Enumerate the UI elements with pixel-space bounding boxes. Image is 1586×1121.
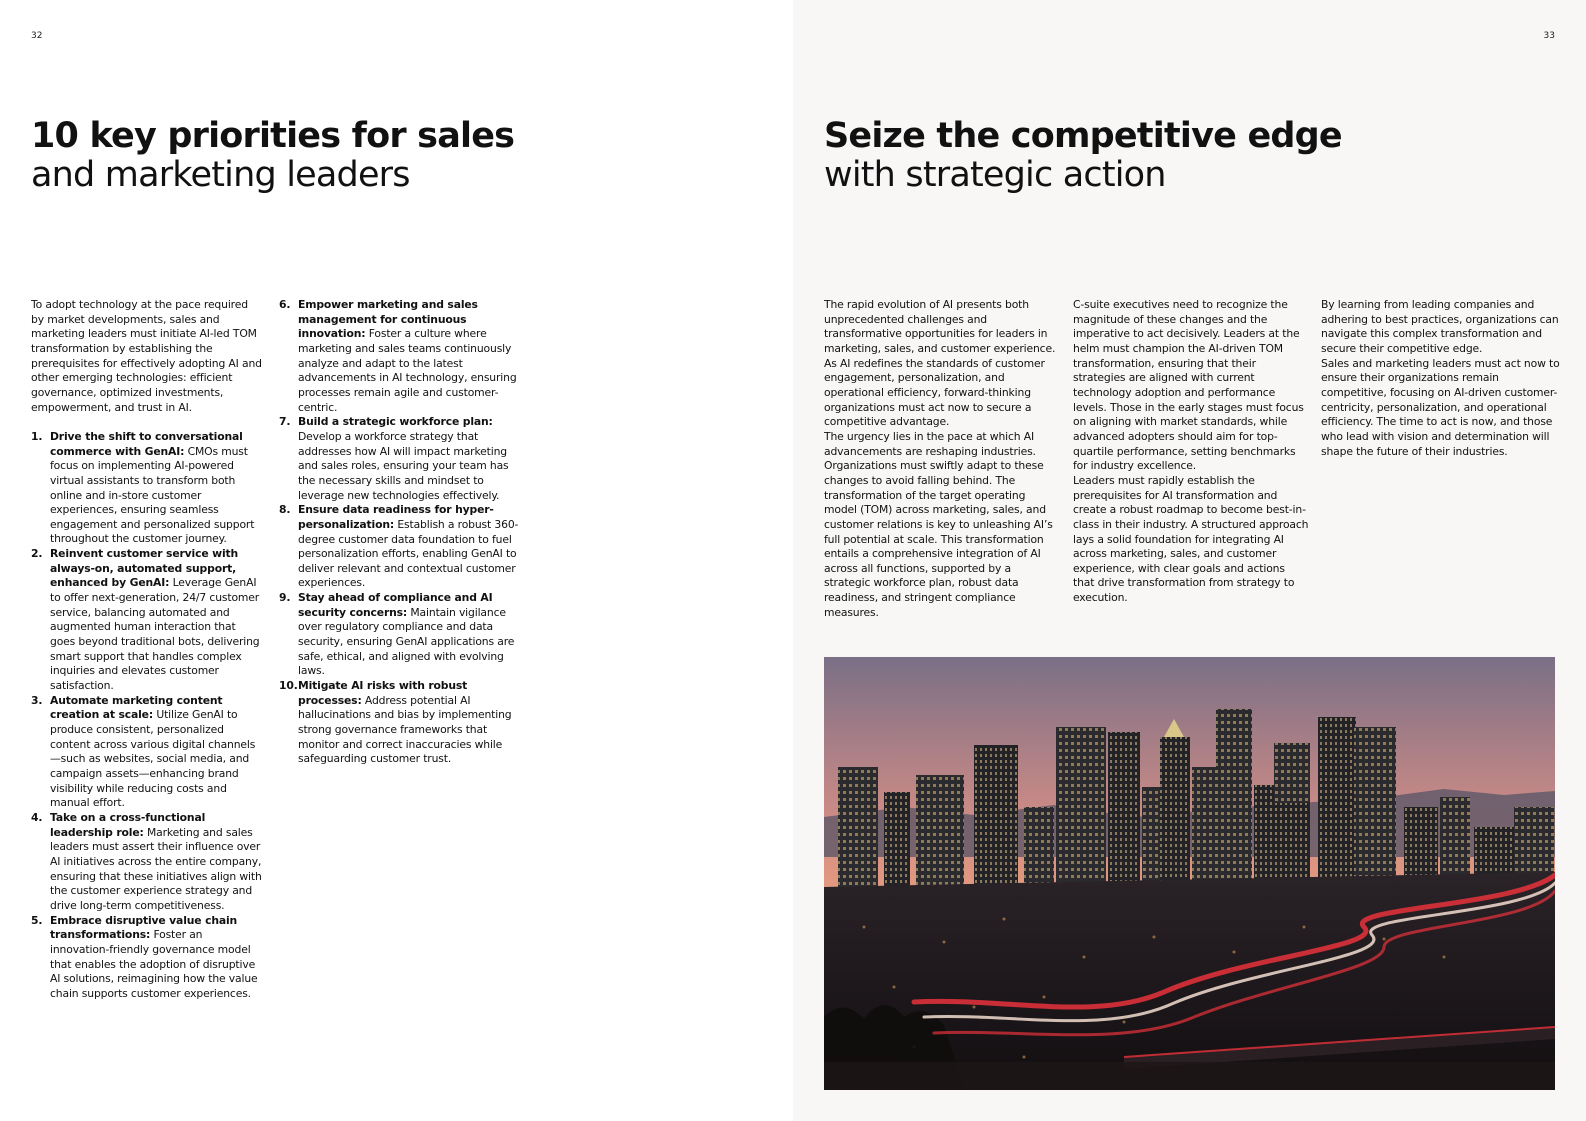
page-number: 33 [1543, 31, 1555, 41]
item-number: 4. [31, 810, 43, 824]
item-number: 10. [279, 679, 298, 693]
body-paragraph: The urgency lies in the pace at which AI advancements are reshaping industries. Organizations must swiftly adapt to these changes to avoid falling behind. The transformation of the target operating model (TOM) across marketing, sales, and customer relations is key to unleashing AI’s full potential at scale. This transformation entails a comprehensive integration of AI across all functions, supported by a strategic workforce plan, robust data readiness, and stringent compliance measures. [824, 429, 1053, 619]
title-bold: Seize the competitive edge [824, 116, 1342, 156]
item-number: 7. [279, 415, 291, 429]
body-column-1 [824, 298, 1060, 620]
body-paragraph: By learning from leading companies and adhering to best practices, organizations can navigate this complex transformation and secure their competitive edge. [1321, 298, 1559, 355]
title-bold: 10 key priorities for sales [31, 116, 515, 156]
right-page [793, 0, 1586, 1121]
priorities-list [31, 430, 263, 1002]
item-heading: Stay ahead of compliance and AI security concerns: [298, 591, 493, 619]
item-text: Foster an innovation-friendly governance model that enables the adoption of disruptive AI solutions, reimagining how the value chain supports customer experiences. [50, 928, 258, 1000]
water [824, 1062, 1555, 1090]
priorities-column-2 [279, 298, 519, 767]
item-number: 8. [279, 503, 291, 517]
list-item [279, 415, 519, 503]
body-paragraph: C-suite executives need to recognize the magnitude of these changes and the imperative to act decisively. Leaders at the helm must champion the AI-driven TOM transformation, ensuring that their strategies are aligned with current technology adoption and performance levels. Those in the early stages must focus on aligning with market standards, while advanced adopters should aim for top-quartile performance, setting benchmarks for industry excellence. [1073, 298, 1304, 473]
item-heading: Ensure data readiness for hyper-personalization: [298, 503, 494, 531]
item-text: Address potential AI hallucinations and bias by implementing strong governance frameworks that monitor and correct inaccuracies while safeguarding customer trust. [298, 693, 512, 766]
list-item [31, 430, 263, 547]
title-light: with strategic action [824, 155, 1166, 195]
intro-paragraph: To adopt technology at the pace required by market developments, sales and marketing leaders must initiate AI-led TOM transformation by establishing the prerequisites for effectively adopting AI and other emerging technologies: efficient governance, optimized investments, empowerment, and trust in AI. [31, 298, 262, 414]
page-number: 32 [31, 31, 43, 41]
item-number: 9. [279, 591, 291, 605]
item-text: Establish a robust 360-degree customer data foundation to fuel personalization efforts, enabling GenAI to deliver relevant and contextual customer experiences. [298, 517, 519, 590]
list-item [31, 694, 263, 811]
item-heading: Drive the shift to conversational commerce with GenAI: [50, 429, 243, 458]
list-item [31, 811, 263, 914]
item-heading: Empower marketing and sales management for continuous innovation: [298, 298, 478, 341]
list-item [279, 503, 519, 591]
item-heading: Reinvent customer service with always-on, automated support, enhanced by GenAI: [50, 547, 239, 590]
list-item [31, 914, 263, 1002]
item-number: 3. [31, 693, 43, 707]
item-text: Foster a culture where marketing and sales teams continuously analyze and adapt to the latest advancements in AI technology, ensuring processes remain agile and customer-centric. [298, 327, 517, 414]
item-text: Leverage GenAI to offer next-generation, 24/7 customer service, balancing automated and augmented human interaction that goes beyond traditional bots, delivering smart support that handles complex inquiries and elevates customer satisfaction. [50, 576, 260, 693]
city-skyline-illustration [824, 657, 1555, 1090]
item-text: Maintain vigilance over regulatory compliance and data security, ensuring GenAI applications are safe, ethical, and aligned with evolving laws. [298, 605, 515, 678]
item-text: Utilize GenAI to produce consistent, personalized content across various digital channels—such as websites, social media, and campaign assets—enhancing brand visibility while reducing costs and manual effort. [50, 708, 256, 810]
item-number: 1. [31, 429, 43, 443]
item-number: 6. [279, 298, 291, 311]
body-column-3 [1321, 298, 1561, 459]
item-number: 5. [31, 913, 43, 927]
item-heading: Embrace disruptive value chain transformations: [50, 913, 238, 942]
body-paragraph: Sales and marketing leaders must act now to ensure their organizations remain competitive, focusing on AI-driven customer-centricity, personalization, and operational efficiency. The time to act is now, and those who lead with vision and determination will shape the future of their industries. [1321, 356, 1560, 458]
title-light: and marketing leaders [31, 155, 410, 195]
body-paragraph: Leaders must rapidly establish the prerequisites for AI transformation and create a robust roadmap to become best-in-class in their industry. A structured approach lays a solid foundation for integrating AI across marketing, sales, and customer experience, with clear goals and actions that drive transformation from strategy to execution. [1073, 473, 1309, 605]
list-item [31, 547, 263, 694]
body-paragraph: The rapid evolution of AI presents both unprecedented challenges and transformative opportunities for leaders in marketing, sales, and customer experience. As AI redefines the standards of customer engagement, personalization, and operational efficiency, forward-thinking organizations must act now to secure a competitive advantage. [824, 298, 1056, 429]
item-heading: Build a strategic workforce plan: [298, 415, 493, 429]
item-heading: Automate marketing content creation at scale: [50, 693, 223, 722]
item-number: 2. [31, 547, 43, 561]
item-heading: Take on a cross-functional leadership role: [50, 810, 206, 839]
list-item [279, 679, 519, 767]
priorities-column-1 [31, 298, 263, 1001]
page-title [824, 117, 1342, 195]
page-title [31, 117, 514, 195]
item-text: CMOs must focus on implementing AI-powered virtual assistants to transform both online and in-store customer experiences, ensuring seamless engagement and personalized support throughout the customer journey. [50, 444, 255, 546]
list-item [279, 591, 519, 679]
body-column-2 [1073, 298, 1309, 606]
item-text: Develop a workforce strategy that addresses how AI will impact marketing and sales roles, ensuring your team has the necessary skills and mindset to leverage new technologies effectively. [298, 429, 509, 502]
priorities-list-continued [279, 298, 519, 767]
city-skyline-photo [824, 657, 1555, 1090]
item-heading: Mitigate AI risks with robust processes: [298, 679, 468, 707]
list-item [279, 298, 519, 415]
item-text: Marketing and sales leaders must assert their influence over AI initiatives across the entire company, ensuring that these initiatives align with the customer experience strategy and drive long-term competitiveness. [50, 825, 262, 912]
